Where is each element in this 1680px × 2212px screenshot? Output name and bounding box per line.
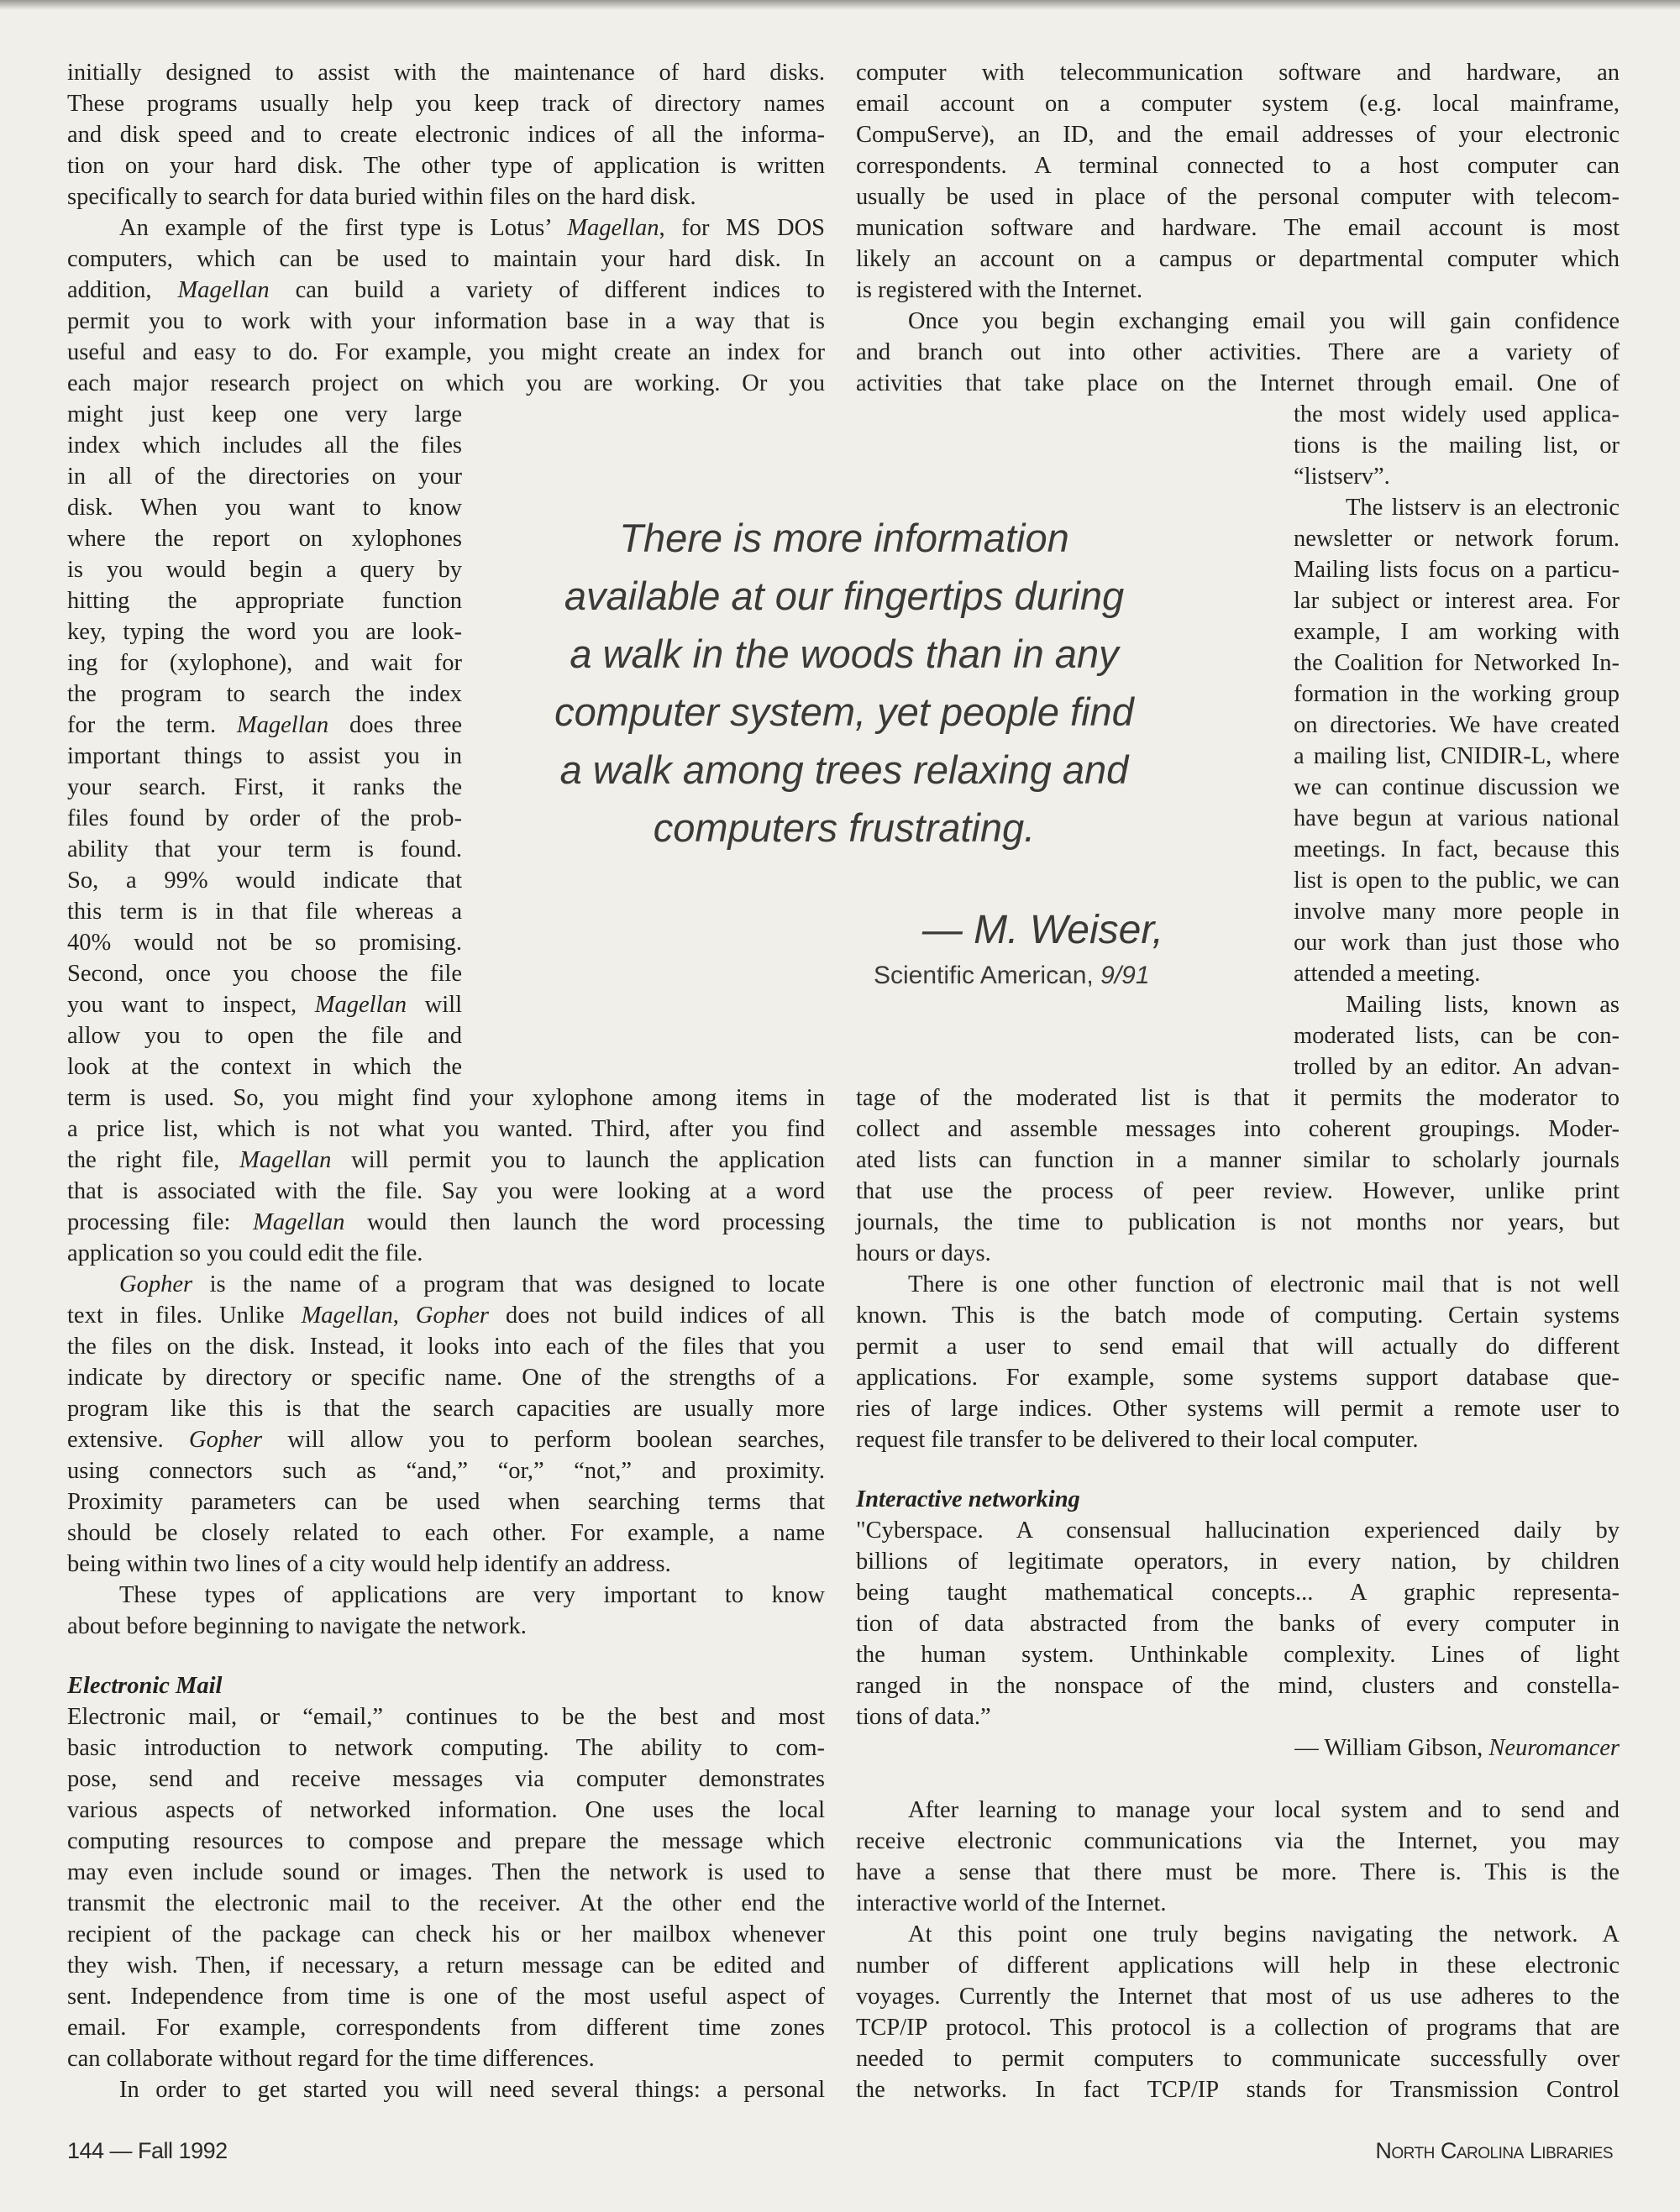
paragraph (67, 1269, 825, 1580)
text-line: example, I am working with (1294, 619, 1620, 645)
text-line: receive electronic communications via the Internet, you may (856, 1828, 1620, 1854)
text-line: you want to inspect, Magellan will (67, 992, 463, 1018)
text-line: computers, which can be used to maintain your hard disk. In (67, 246, 825, 272)
text-line: the right file, Magellan will permit you to launch the application (67, 1147, 825, 1173)
text-line: involve many more people in (1294, 899, 1620, 925)
text-line: likely an account on a campus or departmental computer which (856, 246, 1620, 272)
text-line: important things to assist you in (67, 743, 462, 769)
text-line: we can continue discussion we (1294, 774, 1620, 800)
text-line: in all of the directories on your (67, 464, 462, 490)
pull-quote-line: computer system, yet people find (554, 689, 1134, 734)
italic-text: Gopher (119, 1271, 193, 1297)
paragraph (856, 57, 1620, 306)
text-line: recipient of the package can check his or her mailbox whenever (67, 1921, 825, 1947)
text-line: There is one other function of electronic mail that is not well (908, 1271, 1620, 1297)
text-line: pose, send and receive messages via computer demonstrates (67, 1766, 825, 1792)
italic-text: Magellan (314, 992, 407, 1018)
text-line: TCP/IP protocol. This protocol is a collection of programs that are (856, 2015, 1620, 2041)
text-line: extensive. Gopher will allow you to perform boolean searches, (67, 1427, 825, 1453)
text-line: for the term. Magellan does three (67, 712, 463, 738)
paragraph (856, 1269, 1620, 1455)
text-line: is registered with the Internet. (856, 277, 1143, 303)
text-line: list is open to the public, we can (1294, 868, 1620, 894)
text-line: on directories. We have created (1294, 712, 1620, 738)
text-line: tion of data abstracted from the banks of every computer in (856, 1611, 1620, 1637)
text-line: interactive world of the Internet. (856, 1890, 1167, 1916)
text-line: Electronic mail, or “email,” continues to be the best and most (67, 1704, 825, 1730)
pull-quote-line: There is more information (619, 516, 1069, 560)
text-line: look at the context in which the (67, 1054, 462, 1080)
text-line: An example of the first type is Lotus’ Magellan, for MS DOS (119, 215, 825, 241)
text-line: our work than just those who (1294, 930, 1620, 956)
text-line: processing file: Magellan would then launch the word processing (67, 1209, 825, 1235)
text-line: application so you could edit the file. (67, 1240, 423, 1266)
text-line: they wish. Then, if necessary, a return message can be edited and (67, 1953, 825, 1979)
text-line: 40% would not be so promising. (67, 930, 462, 956)
italic-text: Neuromancer (1488, 1735, 1620, 1761)
text-line: meetings. In fact, because this (1294, 836, 1620, 862)
text-line: basic introduction to network computing. The ability to com- (67, 1735, 825, 1761)
text-line: applications. For example, some systems support database que- (856, 1365, 1620, 1391)
paragraph (67, 1580, 825, 1642)
text-line: allow you to open the file and (67, 1023, 462, 1049)
text-line: useful and easy to do. For example, you might create an index for (67, 339, 825, 365)
text-line: transmit the electronic mail to the receiver. At the other end the (67, 1890, 825, 1916)
text-line: computing resources to compose and prepare the message which (67, 1828, 825, 1854)
text-line: Mailing lists focus on a particu- (1294, 557, 1620, 583)
text-line: specifically to search for data buried within files on the hard disk. (67, 184, 696, 210)
text-line: Gopher is the name of a program that was designed to locate (119, 1271, 825, 1297)
text-line: about before beginning to navigate the network. (67, 1613, 527, 1639)
text-line: files found by order of the prob- (67, 805, 462, 831)
text-line: have begun at various national (1294, 805, 1620, 831)
text-line: The listserv is an electronic (1346, 495, 1620, 521)
text-line: being taught mathematical concepts... A graphic representa- (856, 1580, 1620, 1606)
text-line: number of different applications will help in these electronic (856, 1953, 1620, 1979)
text-line: initially designed to assist with the maintenance of hard disks. (67, 60, 825, 86)
text-line: various aspects of networked information. One uses the local (67, 1797, 825, 1823)
text-line: attended a meeting. (1294, 961, 1481, 987)
text-line: lar subject or interest area. For (1294, 588, 1620, 614)
text-line: the most widely used applica- (1294, 401, 1620, 427)
text-line: known. This is the batch mode of computing. Certain systems (856, 1303, 1620, 1329)
italic-text: Magellan (239, 1147, 332, 1173)
text-line: CompuServe), an ID, and the email addresses of your electronic (856, 122, 1620, 148)
text-line: journals, the time to publication is not months nor years, but (856, 1209, 1620, 1235)
text-line: addition, Magellan can build a variety of different indices to (67, 277, 826, 303)
page-number-footer: 144 — Fall 1992 (67, 2138, 228, 2163)
text-line: sent. Independence from time is one of the most useful aspect of (67, 1984, 825, 2010)
text-line: that is associated with the file. Say you were looking at a word (67, 1178, 825, 1204)
text-line: tions is the mailing list, or (1294, 432, 1620, 459)
text-line: These programs usually help you keep track of directory names (67, 91, 825, 117)
italic-text: Magellan (567, 215, 659, 241)
text-line: munication software and hardware. The email account is most (856, 215, 1620, 241)
text-line: trolled by an editor. An advan- (1294, 1054, 1620, 1080)
text-line: newsletter or network forum. (1294, 526, 1620, 552)
text-line: permit a user to send email that will actually do different (856, 1334, 1620, 1360)
text-line: usually be used in place of the personal computer with telecom- (856, 184, 1620, 210)
text-line: should be closely related to each other. For example, a name (67, 1520, 825, 1546)
text-line: “listserv”. (1294, 464, 1390, 490)
pull-quote (470, 509, 1218, 857)
text-line: At this point one truly begins navigating the network. A (908, 1921, 1620, 1947)
italic-text: Magellan (177, 277, 270, 303)
paragraph (67, 2074, 825, 2105)
text-line: program like this is that the search capacities are usually more (67, 1396, 825, 1422)
text-line: computer with telecommunication software and hardware, an (856, 60, 1620, 86)
paragraph (856, 306, 1620, 492)
text-line: index which includes all the files (67, 432, 462, 459)
text-line: activities that take place on the Internet through email. One of (856, 370, 1620, 396)
section-heading: Interactive networking (856, 1486, 1080, 1512)
text-line: each major research project on which you are working. Or you (67, 370, 825, 396)
text-line: Second, once you choose the file (67, 961, 462, 987)
text-line: Proximity parameters can be used when searching terms that (67, 1489, 825, 1515)
source-title: Scientific American, (874, 962, 1094, 989)
text-line: In order to get started you will need several things: a personal (119, 2077, 825, 2103)
paragraph (856, 989, 1620, 1269)
text-line: email. For example, correspondents from different time zones (67, 2015, 825, 2041)
text-line: a mailing list, CNIDIR-L, where (1294, 743, 1620, 769)
text-line: where the report on xylophones (67, 526, 462, 552)
text-line: ries of large indices. Other systems will permit a remote user to (856, 1396, 1620, 1422)
text-line: that use the process of peer review. However, unlike print (856, 1178, 1620, 1204)
text-line: hours or days. (856, 1240, 991, 1266)
text-line: your search. First, it ranks the (67, 774, 462, 800)
text-line: the program to search the index (67, 681, 462, 707)
text-line: needed to permit computers to communicate successfully over (856, 2046, 1620, 2072)
text-line: may even include sound or images. Then the network is used to (67, 1859, 825, 1885)
text-line: ing for (xylophone), and wait for (67, 650, 462, 676)
text-line: might just keep one very large (67, 401, 462, 427)
blank-line (856, 1764, 1620, 1795)
italic-text: Magellan (253, 1209, 345, 1235)
text-line: tion on your hard disk. The other type of application is written (67, 153, 825, 179)
paragraph (67, 57, 825, 212)
text-line: Once you begin exchanging email you will gain confidence (908, 308, 1620, 334)
text-line: formation in the working group (1294, 681, 1620, 707)
text-line: permit you to work with your information base in a way that is (67, 308, 825, 334)
text-line: using connectors such as “and,” “or,” “not,” and proximity. (67, 1458, 825, 1484)
italic-text: Gopher (189, 1427, 263, 1453)
italic-text: Magellan (301, 1303, 393, 1329)
text-line: "Cyberspace. A consensual hallucination experienced daily by (856, 1517, 1620, 1544)
text-line: and branch out into other activities. There are a variety of (856, 339, 1620, 365)
text-line: ated lists can function in a manner similar to scholarly journals (856, 1147, 1620, 1173)
italic-text: Gopher (415, 1303, 489, 1329)
text-line: Mailing lists, known as (1346, 992, 1620, 1018)
pull-quote-author: — M. Weiser, (921, 908, 1163, 952)
text-line: ability that your term is found. (67, 836, 462, 862)
text-line: the files on the disk. Instead, it looks into each of the files that you (67, 1334, 825, 1360)
text-line: key, typing the word you are look- (67, 619, 462, 645)
text-line: a price list, which is not what you wanted. Third, after you find (67, 1116, 825, 1142)
paragraph (856, 1795, 1620, 1919)
text-line: tions of data.” (856, 1704, 991, 1730)
pull-quote-line: a walk in the woods than in any (570, 632, 1119, 676)
text-line: voyages. Currently the Internet that most of us use adheres to the (856, 1984, 1620, 2010)
pull-quote-source (874, 962, 1150, 990)
paragraph (856, 1919, 1620, 2105)
italic-text: Magellan (236, 712, 329, 738)
publication-footer: North Carolina Libraries (1375, 2138, 1613, 2163)
pull-quote-line: available at our fingertips during (564, 574, 1125, 618)
right-text-column (856, 57, 1620, 2105)
text-line: and disk speed and to create electronic indices of all the informa- (67, 122, 825, 148)
section-heading: Electronic Mail (67, 1673, 223, 1699)
quote-attribution: — William Gibson, Neuromancer (1294, 1735, 1620, 1761)
text-line: moderated lists, can be con- (1294, 1023, 1620, 1049)
text-line: have a sense that there must be more. There is. This is the (856, 1859, 1620, 1885)
text-line: collect and assemble messages into coherent groupings. Moder- (856, 1116, 1620, 1142)
text-line: These types of applications are very important to know (119, 1582, 825, 1608)
source-date: 9/91 (1100, 962, 1150, 989)
pull-quote-line: a walk among trees relaxing and (559, 747, 1129, 792)
left-text-column (67, 57, 825, 2105)
text-line: the Coalition for Networked In- (1294, 650, 1620, 676)
text-line: the networks. In fact TCP/IP stands for Transmission Control (856, 2077, 1620, 2103)
text-line: tage of the moderated list is that it permits the moderator to (856, 1085, 1620, 1111)
pull-quote-line: computers frustrating. (653, 805, 1036, 850)
text-line: being within two lines of a city would help identify an address. (67, 1551, 671, 1577)
text-line: disk. When you want to know (67, 495, 462, 521)
text-line: text in files. Unlike Magellan, Gopher does not build indices of all (67, 1303, 826, 1329)
text-line: ranged in the nonspace of the mind, clusters and constella- (856, 1673, 1620, 1699)
paragraph (67, 1701, 825, 2074)
text-line: can collaborate without regard for the time differences. (67, 2046, 595, 2072)
text-line: this term is in that file whereas a (67, 899, 462, 925)
text-line: correspondents. A terminal connected to a host computer can (856, 153, 1620, 179)
text-line: So, a 99% would indicate that (67, 868, 462, 894)
text-line: indicate by directory or specific name. One of the strengths of a (67, 1365, 825, 1391)
text-line: email account on a computer system (e.g. local mainframe, (856, 91, 1620, 117)
text-line: After learning to manage your local system and to send and (908, 1797, 1620, 1823)
paragraph (856, 1515, 1620, 1732)
page-edge-shadow (0, 0, 1680, 10)
text-line: is you would begin a query by (67, 557, 462, 583)
text-line: request file transfer to be delivered to their local computer. (856, 1427, 1419, 1453)
text-line: term is used. So, you might find your xylophone among items in (67, 1085, 825, 1111)
text-line: billions of legitimate operators, in every nation, by children (856, 1549, 1620, 1575)
text-line: the human system. Unthinkable complexity. Lines of light (856, 1642, 1620, 1668)
text-line: hitting the appropriate function (67, 588, 462, 614)
